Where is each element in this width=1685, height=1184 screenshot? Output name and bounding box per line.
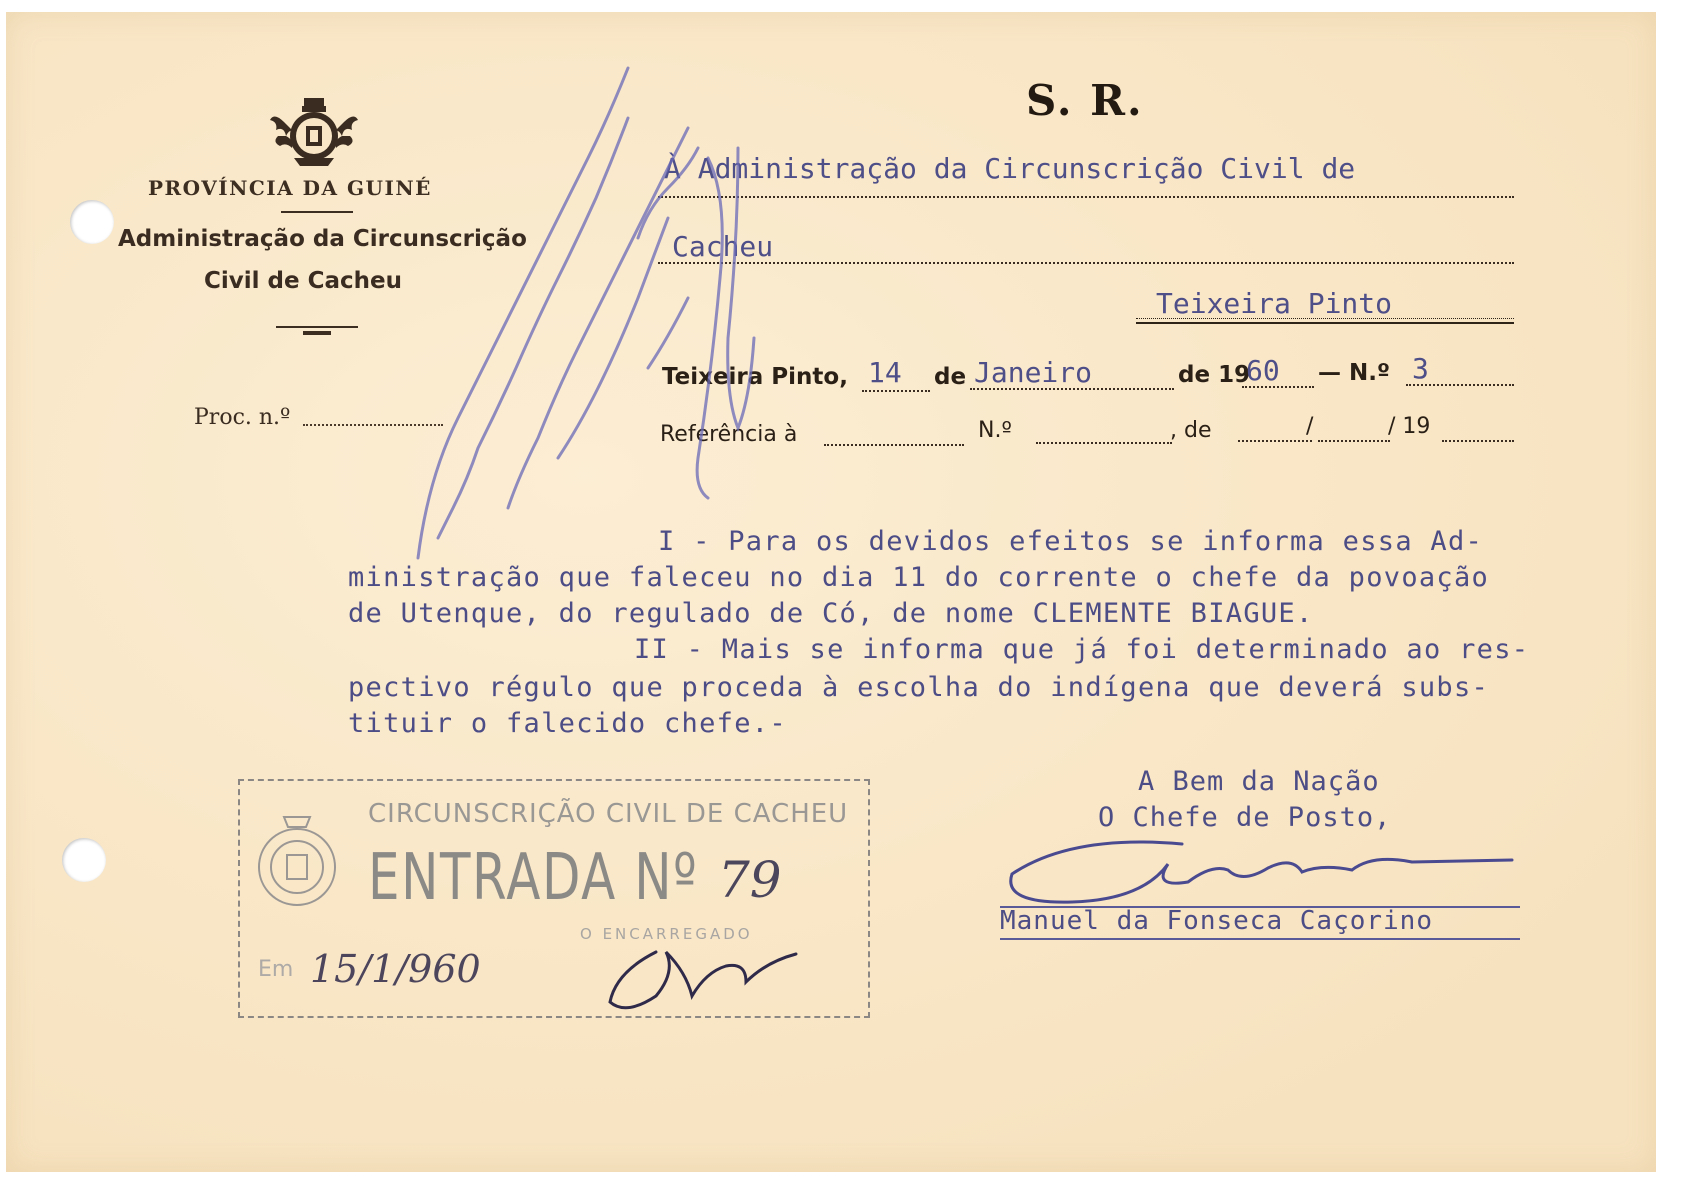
divider: [281, 211, 353, 213]
reference-year-label: / 19: [1388, 414, 1431, 439]
dateline-number: 3: [1412, 352, 1429, 385]
dateline-number-label: — N.º: [1318, 360, 1390, 386]
dateline-year-field: [1242, 386, 1314, 388]
closing-line2: O Chefe de Posto,: [1098, 802, 1392, 833]
document-paper: [6, 12, 1656, 1172]
reference-date-field: [1318, 440, 1390, 442]
dateline-month-field: [970, 388, 1174, 390]
body-line: ministração que faleceu no dia 11 do corrente o chefe da povoação: [348, 562, 1490, 593]
proc-label: Proc. n.º: [194, 405, 291, 430]
stamp-date: 15/1/960: [310, 947, 481, 991]
reference-date-field: [1238, 440, 1312, 442]
reference-year-field: [1442, 440, 1514, 442]
salutation-sr: S. R.: [1026, 76, 1144, 125]
reference-slash: /: [1306, 414, 1314, 439]
admin-title-line1: Administração da Circunscrição: [118, 226, 527, 252]
dateline-de: de: [934, 364, 967, 390]
punch-hole-top: [70, 200, 114, 244]
province-title: PROVÍNCIA DA GUINÉ: [148, 176, 432, 200]
recipient-rule: [1136, 322, 1514, 324]
dateline-place: Teixeira Pinto,: [662, 364, 848, 390]
admin-title-line2: Civil de Cacheu: [204, 268, 402, 294]
handwritten-margin-note: [398, 38, 838, 578]
divider: [303, 331, 331, 335]
body-line: de Utenque, do regulado de Có, de nome CLEMENTE BIAGUE.: [348, 598, 1314, 629]
body-line: pectivo régulo que proceda à escolha do indígena que deverá subs-: [348, 672, 1490, 703]
dateline-number-field: [1406, 384, 1514, 386]
reference-no-label: N.º: [978, 418, 1012, 443]
dateline-day: 14: [868, 356, 902, 389]
recipient-line3: Teixeira Pinto: [1156, 287, 1393, 320]
body-line: tituir o falecido chefe.-: [348, 708, 787, 739]
closing-line1: A Bem da Nação: [1138, 766, 1380, 797]
body-line: I - Para os devidos efeitos se informa essa Ad-: [658, 526, 1484, 557]
dateline-day-field: [862, 390, 930, 392]
dateline-year-prefix: de 19: [1178, 362, 1251, 388]
divider: [276, 326, 358, 328]
reference-no-field: [1036, 442, 1172, 444]
stamp-entry-number: 79: [718, 851, 782, 909]
dateline-month: Janeiro: [974, 356, 1093, 389]
stamp-signature: [596, 932, 806, 1022]
stamp-header: CIRCUNSCRIÇÃO CIVIL DE CACHEU: [368, 799, 849, 829]
recipient-rule: [1136, 318, 1514, 319]
body-line: II - Mais se informa que já foi determinado ao res-: [634, 634, 1530, 665]
stamp-encarregado: O ENCARREGADO: [580, 925, 753, 943]
seal-icon: [254, 811, 340, 909]
recipient-line1: À Administração da Circunscrição Civil de: [664, 152, 1356, 185]
reference-de-label: , de: [1170, 418, 1212, 443]
dateline-year: 60: [1246, 354, 1280, 387]
stamp-entrada-label: ENTRADA Nº: [368, 841, 699, 915]
stamp-em-label: Em: [258, 957, 294, 982]
recipient-line2: Cacheu: [672, 230, 774, 263]
signatory-name: Manuel da Fonseca Caçorino: [1000, 906, 1433, 936]
reference-field: [824, 444, 964, 446]
signature-rule: [1000, 938, 1520, 940]
punch-hole-bottom: [62, 838, 106, 882]
reference-label: Referência à: [660, 422, 798, 447]
coat-of-arms-icon: [264, 92, 364, 172]
